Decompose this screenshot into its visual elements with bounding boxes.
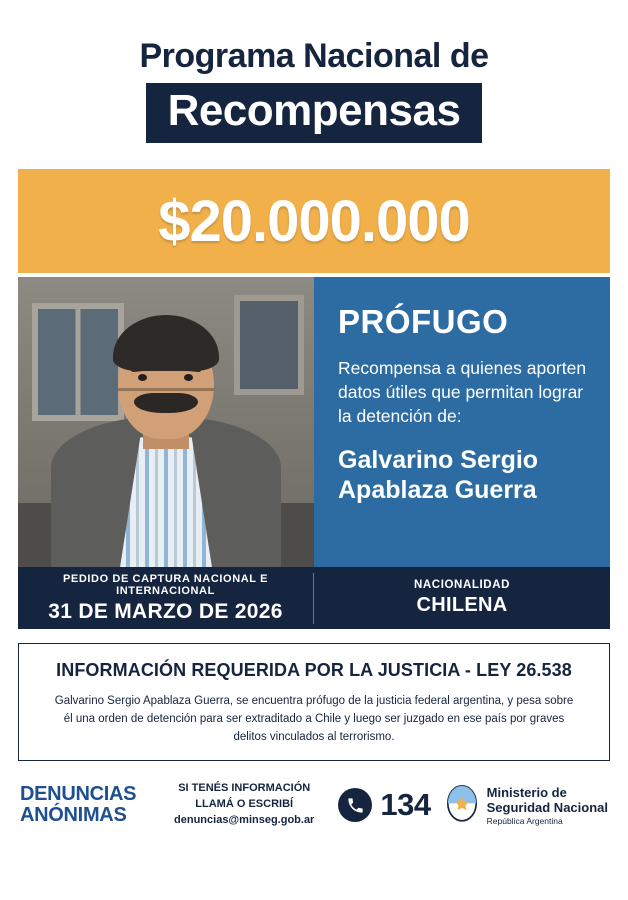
ministry-name [487, 785, 608, 826]
capture-order-date: 31 DE MARZO DE 2026 [48, 599, 283, 623]
reward-amount: $20.000.000 [158, 188, 470, 254]
nationality-label: NACIONALIDAD [414, 579, 510, 592]
status-badge: PRÓFUGO [338, 303, 509, 341]
nationality-section [314, 579, 610, 617]
hotline-number[interactable]: 134 [380, 787, 431, 823]
reward-amount-band [18, 169, 610, 273]
poster-footer [18, 781, 610, 829]
anonymous-reports-line2: ANÓNIMAS [20, 804, 127, 827]
argentina-shield-icon [445, 785, 479, 825]
anonymous-reports-label [20, 784, 150, 826]
photo-person-mustache [134, 393, 198, 413]
contact-line2: LLAMÁ O ESCRIBÍ [195, 798, 294, 811]
poster-header [18, 0, 610, 143]
ministry-line1: Ministerio de [486, 784, 567, 800]
justice-info-box [18, 643, 610, 761]
program-title-line1: Programa Nacional de [139, 37, 489, 75]
photo-window-left [32, 303, 124, 421]
photo-person-glasses [118, 388, 214, 391]
program-title-banner [18, 83, 610, 143]
phone-icon [338, 788, 372, 822]
nationality-value: CHILENA [416, 594, 508, 617]
photo-window-right [234, 295, 304, 395]
contact-line1: SI TENÉS INFORMACIÓN [178, 782, 311, 795]
fugitive-info-panel [314, 277, 610, 567]
capture-order-label: PEDIDO DE CAPTURA NACIONAL E INTERNACIONAL [62, 572, 269, 597]
ministry-logo-block [445, 785, 608, 826]
reward-description: Recompensa a quienes aporten datos útiles que permitan lograr la detención de: [338, 358, 587, 426]
justice-info-text: Galvarino Sergio Apablaza Guerra, se encuentra prófugo de la justicia federal argentina, y pesa sobre él una orden de detención para ser extraditado a Chile y luego ser juzgado en ese país por graves delitos vinculados al terrorismo. [54, 695, 574, 744]
ministry-line3: República Argentina [486, 815, 563, 826]
fugitive-name: Galvarino Sergio Apablaza Guerra [338, 446, 539, 504]
program-title-line2: Recompensas [146, 83, 483, 143]
capture-order-section [18, 573, 314, 624]
anonymous-reports-line1: DENUNCIAS [20, 783, 137, 806]
fugitive-main-block [18, 277, 610, 567]
ministry-line2: Seguridad Nacional [486, 800, 608, 816]
justice-info-title: INFORMACIÓN REQUERIDA POR LA JUSTICIA - LEY 26.538 [56, 660, 572, 681]
contact-instructions [150, 781, 338, 829]
fugitive-photo [18, 277, 314, 567]
contact-email[interactable]: denuncias@minseg.gob.ar [174, 814, 315, 827]
capture-info-bar [18, 567, 610, 629]
hotline-block[interactable] [338, 787, 430, 823]
